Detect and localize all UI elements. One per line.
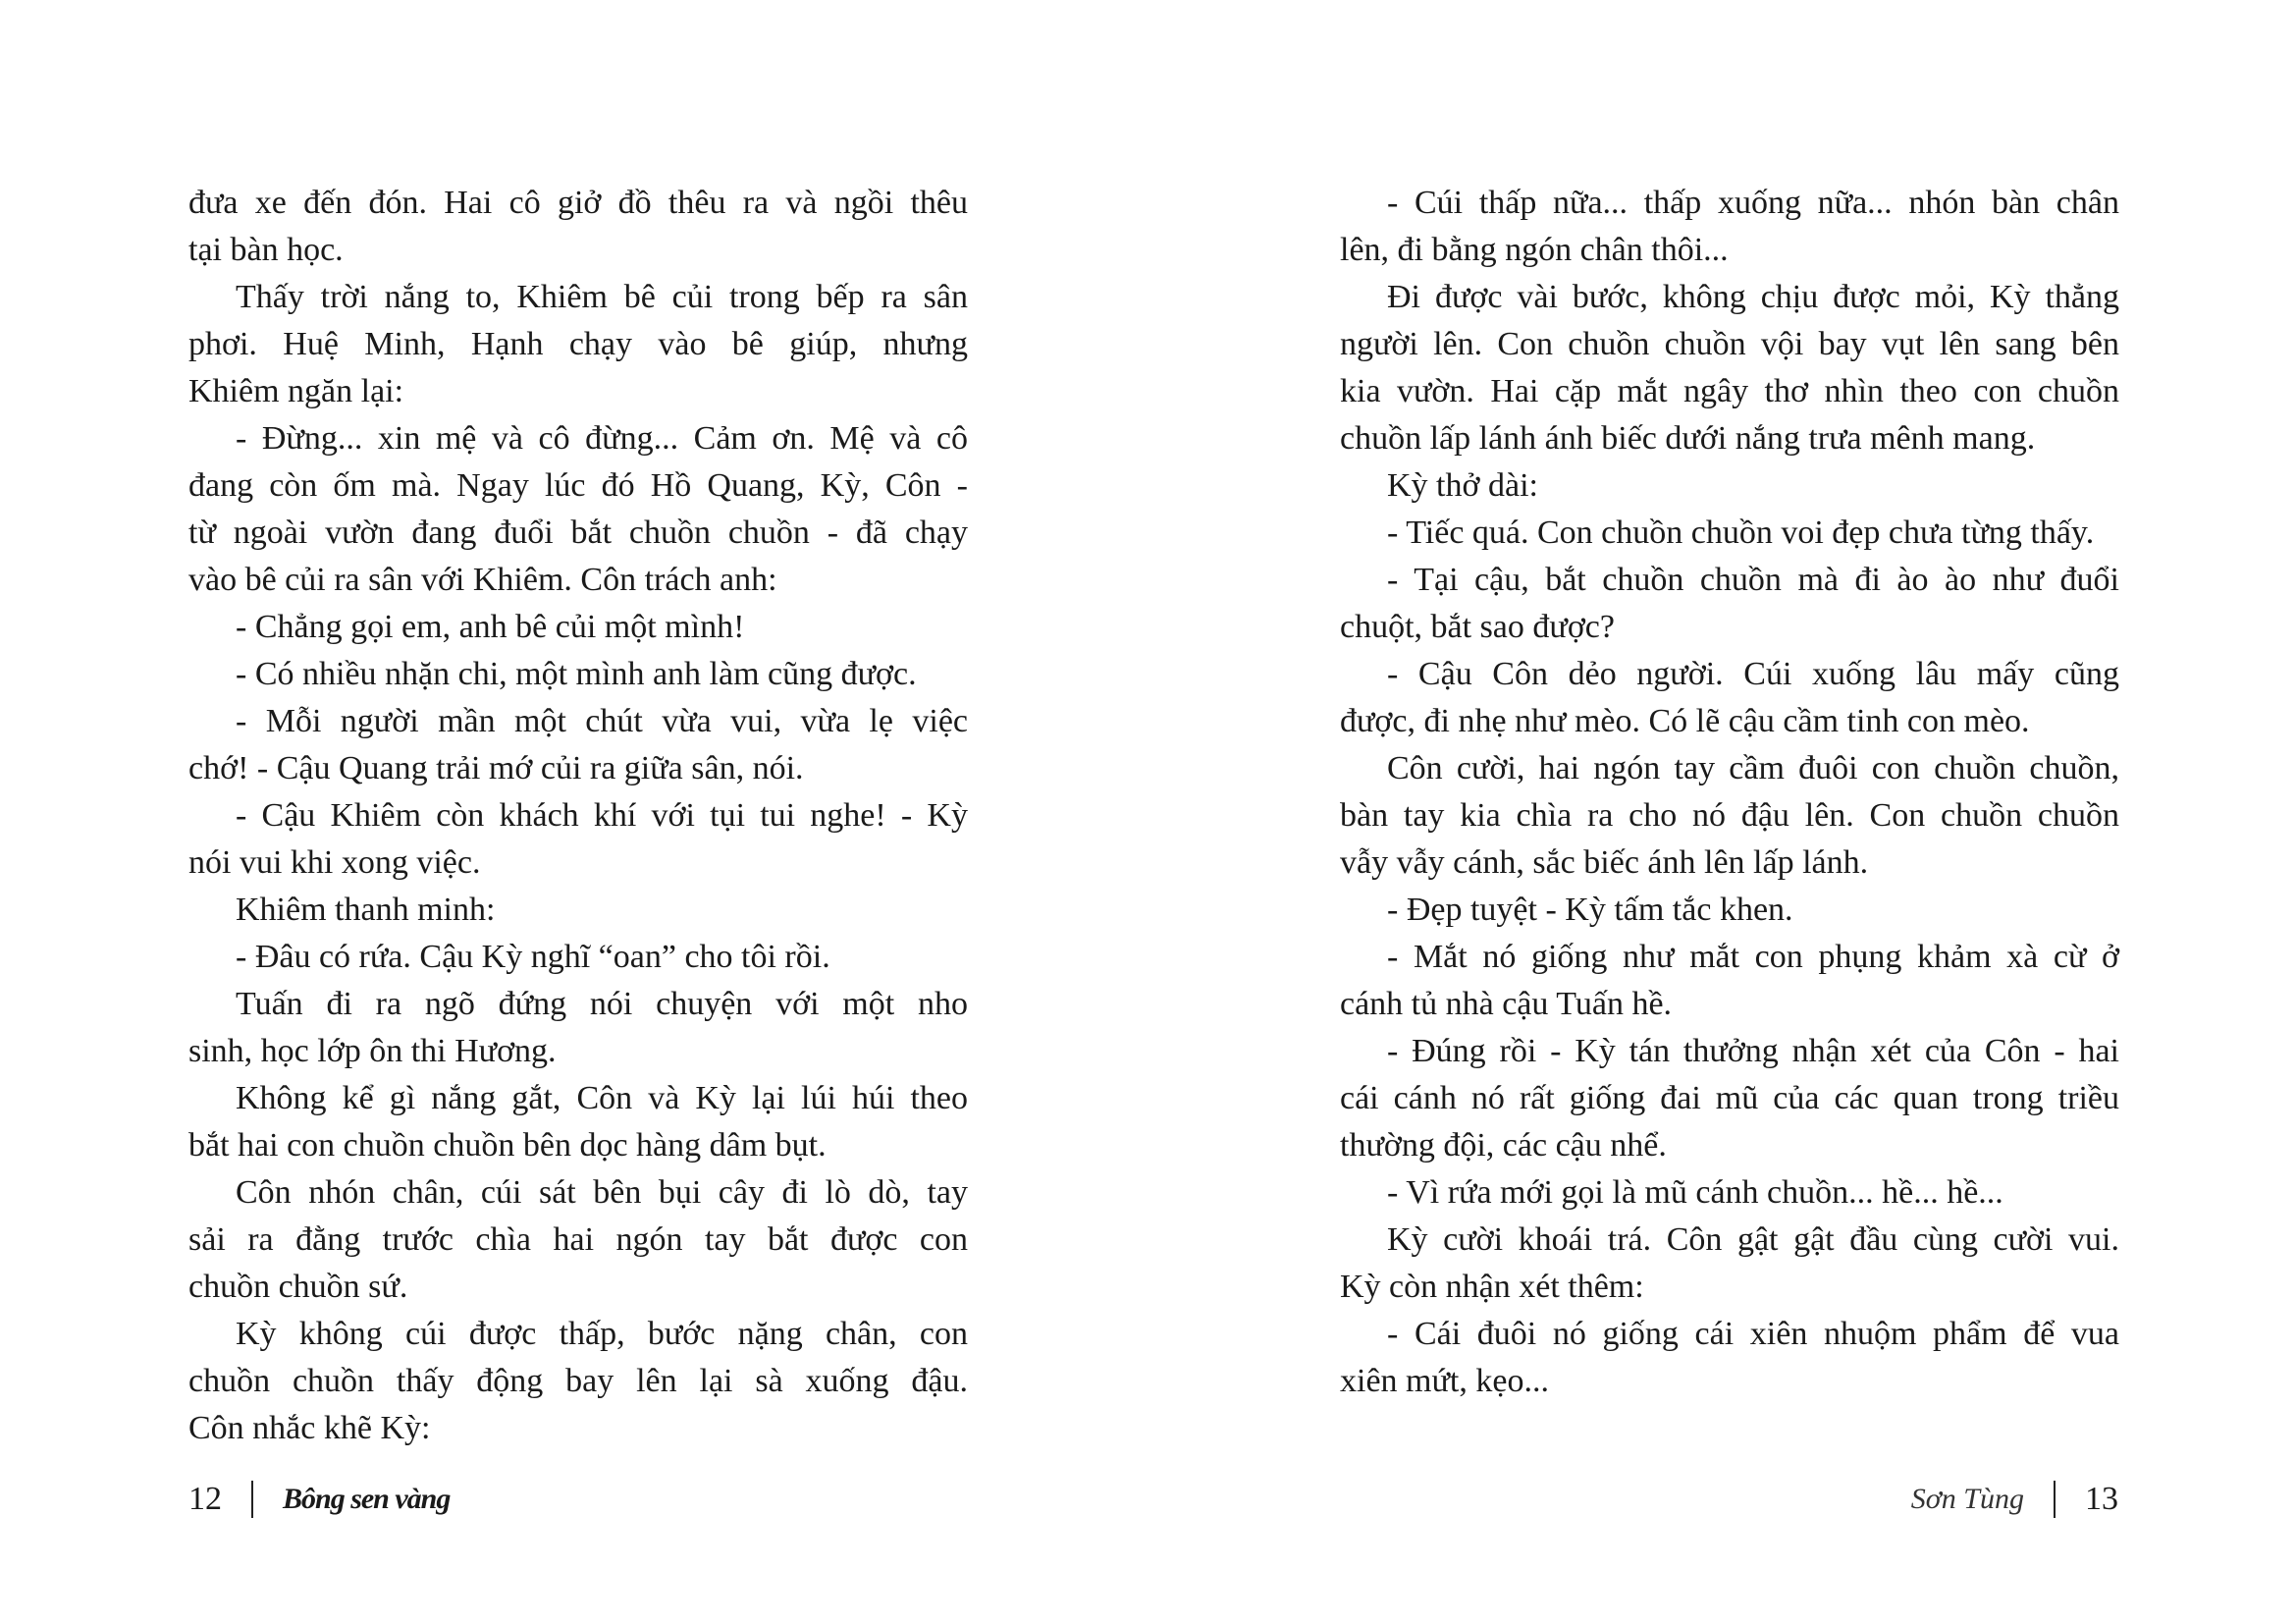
text-line: chớ! - Cậu Quang trải mớ củi ra giữa sân, nói. — [188, 750, 804, 786]
paragraph — [1340, 1311, 2119, 1405]
paragraph — [1340, 934, 2119, 1028]
text-line: - Đúng rồi - Kỳ tán thưởng nhận xét của Côn - hai — [1387, 1033, 2119, 1069]
paragraph — [1340, 510, 2119, 557]
text-line: bàn tay kia chìa ra cho nó đậu lên. Con chuồn chuồn — [1340, 797, 2119, 834]
text-line: sinh, học lớp ôn thi Hương. — [188, 1033, 557, 1069]
left-page-body — [188, 180, 968, 1452]
text-line: - Cậu Côn dẻo người. Cúi xuống lâu mấy cũng — [1387, 656, 2119, 692]
text-line: Kỳ cười khoái trá. Côn gật gật đầu cùng cười vui. — [1387, 1221, 2119, 1258]
text-line: Côn cười, hai ngón tay cầm đuôi con chuồn chuồn, — [1387, 750, 2119, 786]
page-number: 12 — [188, 1481, 222, 1517]
paragraph — [188, 1075, 968, 1169]
paragraph — [1340, 1217, 2119, 1311]
paragraph — [188, 1169, 968, 1311]
footer-divider — [251, 1481, 253, 1518]
paragraph — [1340, 745, 2119, 887]
paragraph — [1340, 462, 2119, 510]
text-line: đưa xe đến đón. Hai cô giở đồ thêu ra và ngồi thêu — [188, 185, 968, 221]
text-line: - Đẹp tuyệt - Kỳ tấm tắc khen. — [1387, 892, 1793, 928]
text-line: - Tại cậu, bắt chuồn chuồn mà đi ào ào như đuổi — [1387, 562, 2119, 598]
text-line: phơi. Huệ Minh, Hạnh chạy vào bê giúp, nhưng — [188, 326, 968, 362]
text-line: Kỳ thở dài: — [1387, 467, 1538, 504]
text-line: Kỳ không cúi được thấp, bước nặng chân, con — [236, 1316, 968, 1352]
paragraph — [188, 981, 968, 1075]
paragraph — [188, 604, 968, 651]
text-line: đang còn ốm mà. Ngay lúc đó Hồ Quang, Kỳ, Côn - — [188, 467, 968, 504]
text-line: tại bàn học. — [188, 232, 344, 268]
paragraph — [188, 698, 968, 792]
text-line: cánh tủ nhà cậu Tuấn hề. — [1340, 986, 1673, 1022]
text-line: Côn nhắc khẽ Kỳ: — [188, 1410, 431, 1446]
text-line: Kỳ còn nhận xét thêm: — [1340, 1269, 1644, 1305]
text-line: - Tiếc quá. Con chuồn chuồn voi đẹp chưa từng thấy. — [1387, 514, 2095, 551]
paragraph — [188, 180, 968, 274]
paragraph — [188, 934, 968, 981]
text-line: xiên mứt, kẹo... — [1340, 1363, 1549, 1399]
paragraph — [1340, 180, 2119, 274]
paragraph — [1340, 1028, 2119, 1169]
text-line: - Vì rứa mới gọi là mũ cánh chuồn... hề... hề... — [1387, 1174, 2003, 1211]
text-line: vào bê củi ra sân với Khiêm. Côn trách anh: — [188, 562, 777, 598]
text-line: - Cậu Khiêm còn khách khí với tụi tui nghe! - Kỳ — [236, 797, 968, 834]
paragraph — [188, 887, 968, 934]
text-line: Đi được vài bước, không chịu được mỏi, Kỳ thẳng — [1387, 279, 2119, 315]
text-line: vẫy vẫy cánh, sắc biếc ánh lên lấp lánh. — [1340, 844, 1869, 881]
paragraph — [1340, 274, 2119, 462]
text-line: - Đâu có rứa. Cậu Kỳ nghĩ “oan” cho tôi rồi. — [236, 939, 830, 975]
text-line: Tuấn đi ra ngõ đứng nói chuyện với một nho — [236, 986, 968, 1022]
text-line: chuồn lấp lánh ánh biếc dưới nắng trưa mênh mang. — [1340, 420, 2036, 457]
paragraph — [188, 1311, 968, 1452]
paragraph — [1340, 651, 2119, 745]
text-line: chuồn chuồn thấy động bay lên lại sà xuống đậu. — [188, 1363, 968, 1399]
text-line: kia vườn. Hai cặp mắt ngây thơ nhìn theo con chuồn — [1340, 373, 2119, 409]
text-line: Khiêm thanh minh: — [236, 892, 496, 928]
right-page-footer — [1911, 1473, 2118, 1526]
text-line: Thấy trời nắng to, Khiêm bê củi trong bếp ra sân — [236, 279, 968, 315]
text-line: - Chẳng gọi em, anh bê củi một mình! — [236, 609, 745, 645]
text-line: người lên. Con chuồn chuồn vội bay vụt lên sang bên — [1340, 326, 2119, 362]
right-page-body — [1340, 180, 2119, 1405]
text-line: - Cúi thấp nữa... thấp xuống nữa... nhón bàn chân — [1387, 185, 2119, 221]
paragraph — [188, 792, 968, 887]
text-line: chuồn chuồn sứ. — [188, 1269, 408, 1305]
text-line: nói vui khi xong việc. — [188, 844, 481, 881]
text-line: được, đi nhẹ như mèo. Có lẽ cậu cầm tinh con mèo. — [1340, 703, 2030, 739]
text-line: bắt hai con chuồn chuồn bên dọc hàng dâm bụt. — [188, 1127, 827, 1164]
text-line: từ ngoài vườn đang đuổi bắt chuồn chuồn - đã chạy — [188, 514, 968, 551]
text-line: - Đừng... xin mệ và cô đừng... Cảm ơn. Mệ và cô — [236, 420, 968, 457]
page-number: 13 — [2085, 1481, 2118, 1517]
text-line: - Cái đuôi nó giống cái xiên nhuộm phẩm để vua — [1387, 1316, 2119, 1352]
book-title: Bông sen vàng — [283, 1483, 451, 1515]
text-line: Khiêm ngăn lại: — [188, 373, 404, 409]
left-page-footer — [188, 1473, 450, 1526]
text-line: chuột, bắt sao được? — [1340, 609, 1615, 645]
paragraph — [1340, 1169, 2119, 1217]
text-line: - Mắt nó giống như mắt con phụng khảm xà cừ ở — [1387, 939, 2119, 975]
paragraph — [1340, 557, 2119, 651]
paragraph — [188, 274, 968, 415]
text-line: - Có nhiều nhặn chi, một mình anh làm cũng được. — [236, 656, 917, 692]
paragraph — [188, 651, 968, 698]
text-line: cái cánh nó rất giống đai mũ của các quan trong triều — [1340, 1080, 2119, 1116]
text-line: Không kể gì nắng gắt, Côn và Kỳ lại lúi húi theo — [236, 1080, 968, 1116]
text-line: sải ra đằng trước chìa hai ngón tay bắt được con — [188, 1221, 968, 1258]
text-line: - Mỗi người mần một chút vừa vui, vừa lẹ việc — [236, 703, 968, 739]
paragraph — [1340, 887, 2119, 934]
footer-divider — [2054, 1481, 2056, 1518]
paragraph — [188, 415, 968, 604]
text-line: lên, đi bằng ngón chân thôi... — [1340, 232, 1729, 268]
author-name: Sơn Tùng — [1910, 1483, 2024, 1515]
text-line: Côn nhón chân, cúi sát bên bụi cây đi lò dò, tay — [236, 1174, 968, 1211]
text-line: thường đội, các cậu nhể. — [1340, 1127, 1667, 1164]
